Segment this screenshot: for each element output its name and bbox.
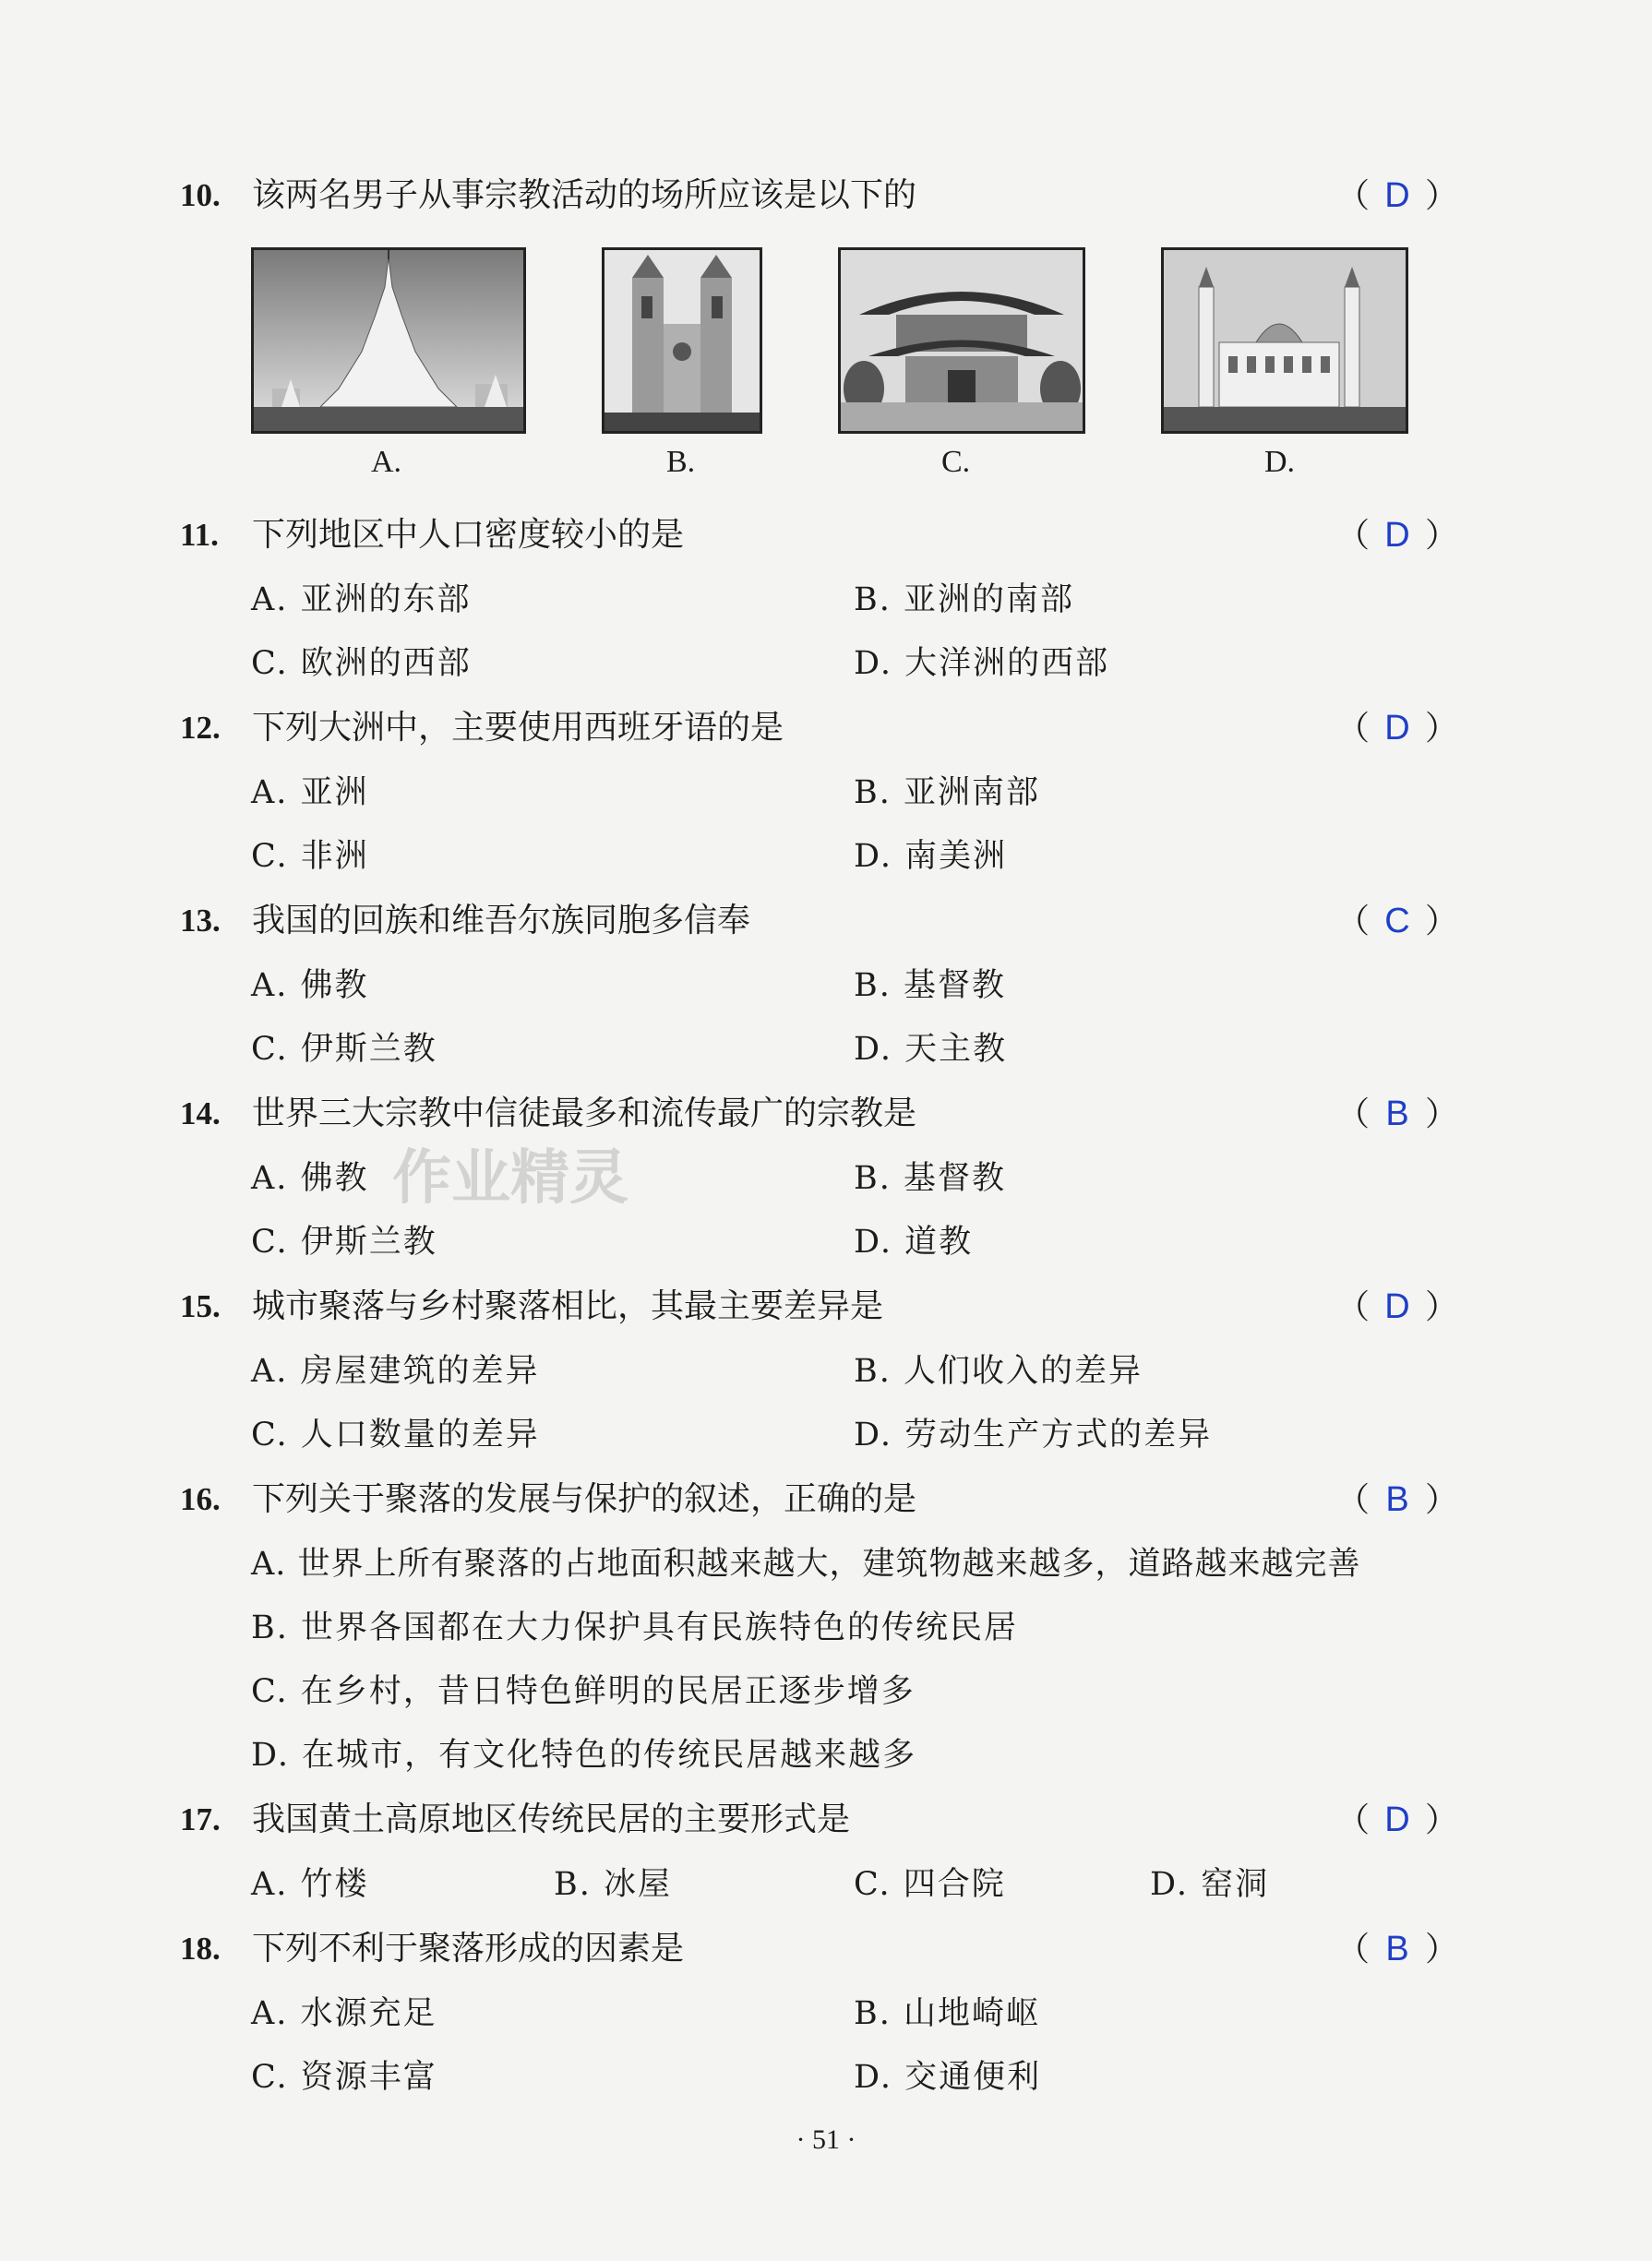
question-18 xyxy=(180,1927,684,1971)
option-b: B. 基督教 xyxy=(854,967,1006,1004)
answer-letter: D xyxy=(1384,176,1410,215)
question-11 xyxy=(180,513,684,557)
caption-d: D. xyxy=(1264,445,1296,479)
answer-letter: D xyxy=(1384,709,1410,748)
option-c: C. 欧洲的西部 xyxy=(251,645,472,682)
question-stem: 下列关于聚落的发展与保护的叙述，正确的是 xyxy=(252,1480,917,1518)
answer-14: （ B ） xyxy=(1336,1092,1447,1137)
answer-11: （ D ） xyxy=(1336,513,1447,558)
question-stem: 该两名男子从事宗教活动的场所应该是以下的 xyxy=(252,176,917,214)
question-14 xyxy=(180,1092,916,1136)
question-number: 16. xyxy=(180,1481,221,1517)
option-b: B. 亚洲的南部 xyxy=(854,581,1074,618)
question-stem: 城市聚落与乡村聚落相比，其最主要差异是 xyxy=(252,1287,884,1325)
question-number: 18. xyxy=(180,1931,221,1967)
option-a: A. 水源充足 xyxy=(251,1995,437,2032)
option-b: B. 基督教 xyxy=(854,1160,1006,1197)
answer-letter: D xyxy=(1384,1800,1410,1839)
option-b: B. 山地崎岖 xyxy=(854,1995,1040,2032)
photo-pagoda xyxy=(251,247,526,434)
option-b: B. 世界各国都在大力保护具有民族特色的传统民居 xyxy=(251,1609,1018,1646)
option-c: C. 非洲 xyxy=(251,838,369,875)
question-number: 15. xyxy=(180,1288,221,1324)
photo-church xyxy=(602,247,762,434)
question-stem: 我国的回族和维吾尔族同胞多信奉 xyxy=(252,902,751,939)
option-c: C. 伊斯兰教 xyxy=(251,1224,437,1261)
answer-12: （ D ） xyxy=(1336,706,1447,751)
question-number: 11. xyxy=(180,517,219,553)
question-stem: 世界三大宗教中信徒最多和流传最广的宗教是 xyxy=(252,1095,917,1132)
question-15 xyxy=(180,1285,883,1329)
question-stem: 我国黄土高原地区传统民居的主要形式是 xyxy=(252,1800,851,1838)
question-number: 13. xyxy=(180,903,221,939)
question-number: 14. xyxy=(180,1095,221,1131)
question-12 xyxy=(180,706,784,750)
option-b: B. 亚洲南部 xyxy=(854,774,1040,811)
question-17 xyxy=(180,1798,850,1842)
caption-b: B. xyxy=(666,445,696,479)
option-a: A. 房屋建筑的差异 xyxy=(251,1353,540,1390)
option-d: D. 天主教 xyxy=(854,1031,1008,1068)
option-c: C. 四合院 xyxy=(854,1866,1006,1903)
option-c: C. 资源丰富 xyxy=(251,2059,437,2096)
option-d: D. 窑洞 xyxy=(1150,1866,1270,1903)
option-c: C. 在乡村，昔日特色鲜明的民居正逐步增多 xyxy=(251,1673,916,1710)
answer-letter: D xyxy=(1384,1287,1410,1326)
answer-16: （ B ） xyxy=(1336,1477,1447,1523)
question-10 xyxy=(180,173,916,218)
question-16 xyxy=(180,1477,916,1522)
answer-15: （ D ） xyxy=(1336,1285,1447,1330)
option-d: D. 南美洲 xyxy=(854,838,1008,875)
question-13 xyxy=(180,899,750,943)
answer-letter: B xyxy=(1385,1095,1409,1133)
answer-letter: D xyxy=(1384,516,1410,555)
answer-letter: C xyxy=(1384,902,1410,940)
option-d: D. 在城市，有文化特色的传统民居越来越多 xyxy=(251,1737,917,1774)
photo-mosque xyxy=(1161,247,1408,434)
option-d: D. 道教 xyxy=(854,1224,974,1261)
answer-17: （ D ） xyxy=(1336,1798,1447,1843)
option-a: A. 佛教 xyxy=(251,1160,369,1197)
question-stem: 下列大洲中，主要使用西班牙语的是 xyxy=(252,709,784,747)
option-a: A. 世界上所有聚落的占地面积越来越大，建筑物越来越多，道路越来越完善 xyxy=(251,1546,1361,1583)
watermark: 作业精灵 xyxy=(392,1144,628,1213)
option-b: B. 冰屋 xyxy=(554,1866,672,1903)
option-d: D. 大洋洲的西部 xyxy=(854,645,1110,682)
question-number: 10. xyxy=(180,177,221,213)
question-number: 12. xyxy=(180,710,221,746)
photo-chinese-temple xyxy=(838,247,1085,434)
option-c: C. 人口数量的差异 xyxy=(251,1417,540,1454)
question-number: 17. xyxy=(180,1801,221,1837)
caption-a: A. xyxy=(371,445,402,479)
answer-letter: B xyxy=(1385,1480,1409,1519)
option-c: C. 伊斯兰教 xyxy=(251,1031,437,1068)
option-a: A. 亚洲的东部 xyxy=(251,581,472,618)
page-number: · 51 · xyxy=(796,2124,856,2155)
answer-10: （ D ） xyxy=(1336,173,1447,219)
option-a: A. 佛教 xyxy=(251,967,369,1004)
option-b: B. 人们收入的差异 xyxy=(854,1353,1143,1390)
answer-letter: B xyxy=(1385,1930,1409,1968)
answer-18: （ B ） xyxy=(1336,1927,1447,1972)
option-a: A. 亚洲 xyxy=(251,774,369,811)
answer-13: （ C ） xyxy=(1336,899,1447,944)
caption-c: C. xyxy=(941,445,971,479)
question-stem: 下列不利于聚落形成的因素是 xyxy=(252,1930,685,1968)
option-d: D. 交通便利 xyxy=(854,2059,1042,2096)
question-stem: 下列地区中人口密度较小的是 xyxy=(252,516,685,554)
option-d: D. 劳动生产方式的差异 xyxy=(854,1417,1213,1454)
option-a: A. 竹楼 xyxy=(251,1866,369,1903)
